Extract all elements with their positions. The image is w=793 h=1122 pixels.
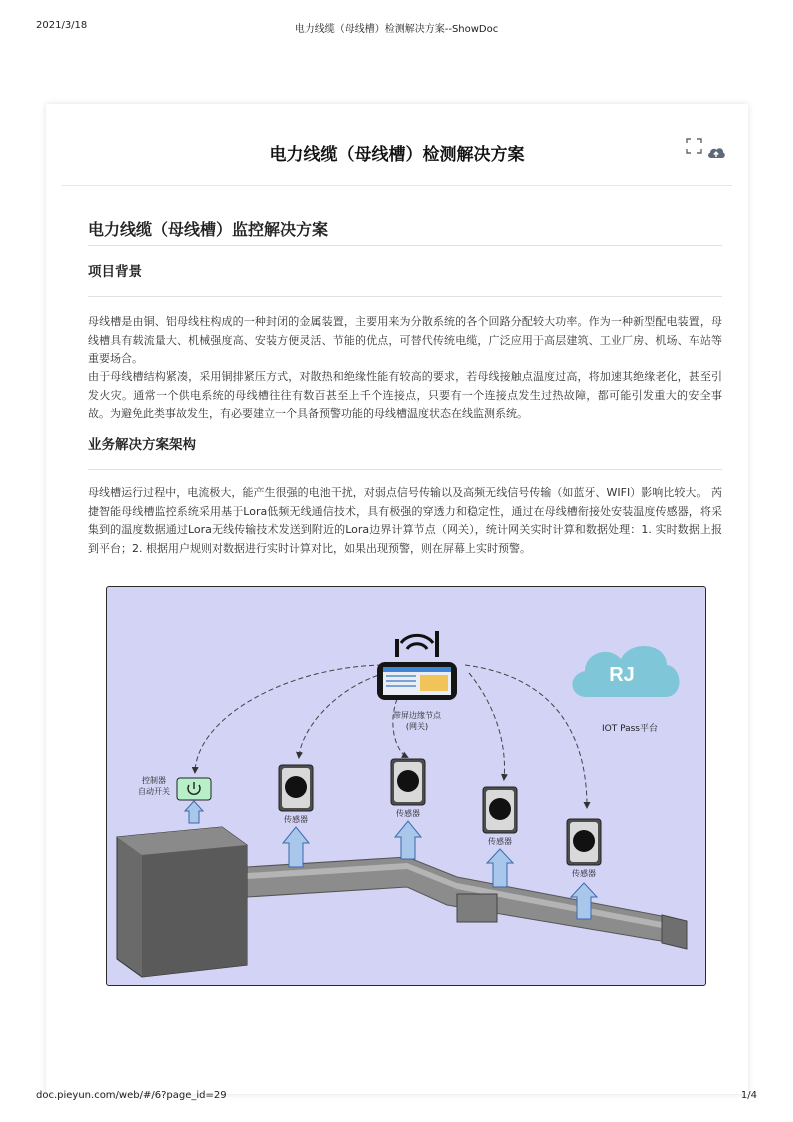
busbar-trunk bbox=[247, 857, 687, 949]
paragraph-background-1: 母线槽是由铜、铝母线柱构成的一种封闭的金属装置，主要用来为分散系统的各个回路分配较大功率。作为一种新型配电装置，母线槽具有载流量大、机械强度高、安装方便灵活、节能的优点，可替代传统电缆，广泛应用于高层建筑、工业厂房、机场、车站等重要场合。 bbox=[88, 315, 722, 365]
document-title: 电力线缆（母线槽）检测解决方案 bbox=[269, 145, 525, 165]
heading-rule bbox=[88, 245, 722, 246]
sensor-device-1 bbox=[279, 765, 313, 811]
section-heading-background: 项目背景 bbox=[88, 264, 142, 280]
main-heading: 电力线缆（母线槽）监控解决方案 bbox=[88, 220, 329, 239]
gateway-label bbox=[369, 710, 465, 732]
logo-text: RJ bbox=[609, 664, 635, 686]
section-rule bbox=[88, 296, 722, 297]
print-footer bbox=[0, 1090, 793, 1104]
gateway-label-line-1: 带屏边缘节点 bbox=[393, 711, 441, 720]
up-arrow-icon bbox=[283, 827, 309, 867]
up-arrow-icon bbox=[185, 801, 203, 823]
controller-label-line-1: 控制器 bbox=[142, 776, 166, 785]
controller-label bbox=[129, 775, 179, 797]
cloud-upload-icon[interactable] bbox=[706, 144, 726, 160]
paragraph-background-2: 由于母线槽结构紧凑，采用铜排紧压方式，对散热和绝缘性能有较高的要求，若母线接触点温度过高，将加速其绝缘老化，甚至引发火灾。通常一个供电系统的母线槽往往有数百甚至上千个连接点，只要有一个连接点发生过热故障，都可能引发重大的安全事故。为避免此类事故发生，有必要建立一个具备预警功能的母线槽温度状态在线监测系统。 bbox=[88, 370, 722, 420]
sensor-device-4 bbox=[567, 819, 601, 865]
print-page-title: 电力线缆（母线槽）检测解决方案--ShowDoc bbox=[294, 24, 499, 35]
distribution-cabinet bbox=[117, 827, 247, 977]
print-header bbox=[0, 20, 793, 34]
page-number: 1/4 bbox=[740, 1090, 757, 1101]
sensor-device-3 bbox=[483, 787, 517, 833]
up-arrow-icon bbox=[395, 821, 421, 859]
sensor-label: 传感器 bbox=[488, 837, 512, 846]
up-arrow-icon bbox=[487, 849, 513, 887]
section-heading-architecture: 业务解决方案架构 bbox=[88, 437, 196, 453]
diagram-graphics bbox=[107, 587, 705, 985]
power-switch-icon bbox=[177, 778, 211, 800]
gateway-device bbox=[377, 631, 457, 700]
sensor-label: 传感器 bbox=[572, 869, 596, 878]
gateway-label-line-2: (网关) bbox=[405, 722, 429, 731]
title-divider bbox=[62, 185, 732, 186]
section-rule bbox=[88, 469, 722, 470]
print-date: 2021/3/18 bbox=[36, 20, 88, 31]
sensor-device-2 bbox=[391, 759, 425, 805]
rj-logo-cloud bbox=[572, 646, 679, 697]
fullscreen-icon[interactable] bbox=[686, 138, 702, 154]
paragraph-architecture: 母线槽运行过程中，电流极大，能产生很强的电池干扰，对弱点信号传输以及高频无线信号传输（如蓝牙、WIFI）影响比较大。 芮捷智能母线槽监控系统采用基于Lora低频无线通信技术，具有极强的穿透力和稳定性，通过在母线槽衔接处安装温度传感器，将采集到的温度数据通过Lora无线传输技术发送到附近的Lora边界计算节点（网关），统计网关实时计算和数据处理：1. 实时数据上报到平台；2. 根据用户规则对数据进行实时计算对比，如果出现预警，则在屏幕上实时预警。 bbox=[88, 486, 722, 555]
sensor-label: 传感器 bbox=[284, 815, 308, 824]
controller-label-line-2: 自动开关 bbox=[138, 787, 170, 796]
sensor-label: 传感器 bbox=[396, 809, 420, 818]
print-url: doc.pieyun.com/web/#/6?page_id=29 bbox=[36, 1090, 227, 1101]
architecture-diagram bbox=[106, 586, 706, 986]
platform-label: IOT Pass平台 bbox=[601, 724, 658, 734]
